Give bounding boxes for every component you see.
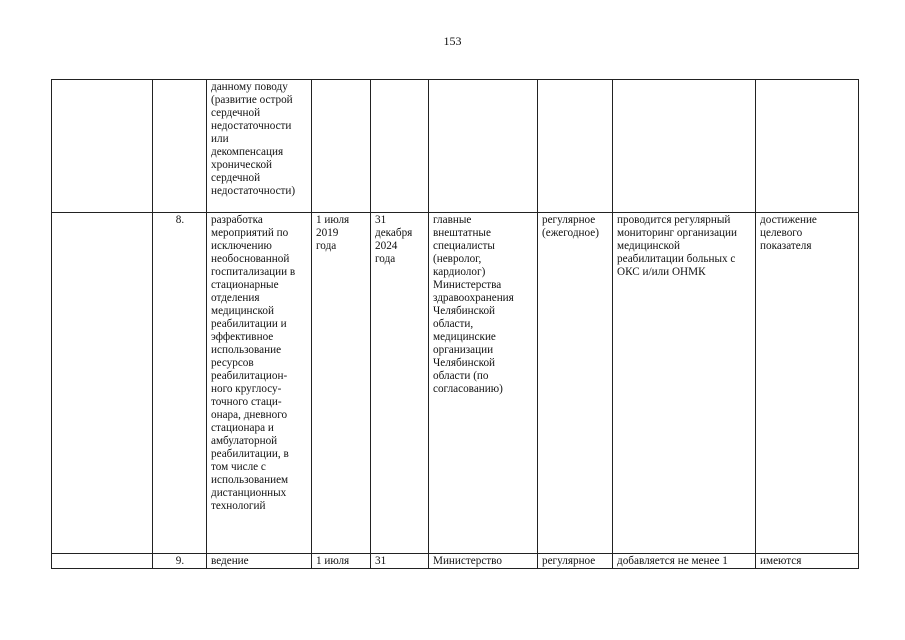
frequency-cell: регулярное: [538, 554, 613, 569]
blank-cell: [52, 213, 153, 554]
activity-cell: разработка мероприятий по исключению необоснованной госпитализации в стационарные отделения медицинской реабилитации и эффективное использование ресурсов реабилитацион- ного круглосу- точного стаци- онара, дневного стационара и амбулаторной реабилитации, в том числе с использованием дистанционных технологий: [207, 213, 312, 554]
activity-cell: данному поводу (развитие острой сердечной недостаточности или декомпенсация хронической сердечной недостаточности): [207, 80, 312, 213]
start-date-cell: 1 июля: [312, 554, 371, 569]
frequency-cell: [538, 80, 613, 213]
target-cell: достижение целевого показателя: [756, 213, 859, 554]
start-date-cell: 1 июля 2019 года: [312, 213, 371, 554]
end-date-cell: 31 декабря 2024 года: [371, 213, 429, 554]
result-cell: добавляется не менее 1: [613, 554, 756, 569]
table-row: [52, 213, 859, 554]
row-number: [153, 80, 207, 213]
plan-table: [51, 79, 859, 569]
blank-cell: [52, 554, 153, 569]
executors-cell: Министерство: [429, 554, 538, 569]
start-date-cell: [312, 80, 371, 213]
table-row: [52, 80, 859, 213]
row-number: 8.: [153, 213, 207, 554]
target-cell: [756, 80, 859, 213]
executors-cell: [429, 80, 538, 213]
row-number: 9.: [153, 554, 207, 569]
end-date-cell: 31: [371, 554, 429, 569]
executors-cell: главные внештатные специалисты (невролог, кардиолог) Министерства здравоохранения Челябинской области, медицинские организации Челябинской области (по согласованию): [429, 213, 538, 554]
target-cell: имеются: [756, 554, 859, 569]
page-number: 153: [443, 34, 462, 48]
end-date-cell: [371, 80, 429, 213]
frequency-cell: регулярное (ежегодное): [538, 213, 613, 554]
result-cell: проводится регулярный мониторинг организации медицинской реабилитации больных с ОКС и/или ОНМК: [613, 213, 756, 554]
result-cell: [613, 80, 756, 213]
activity-cell: ведение: [207, 554, 312, 569]
blank-cell: [52, 80, 153, 213]
table-row: [52, 554, 859, 569]
